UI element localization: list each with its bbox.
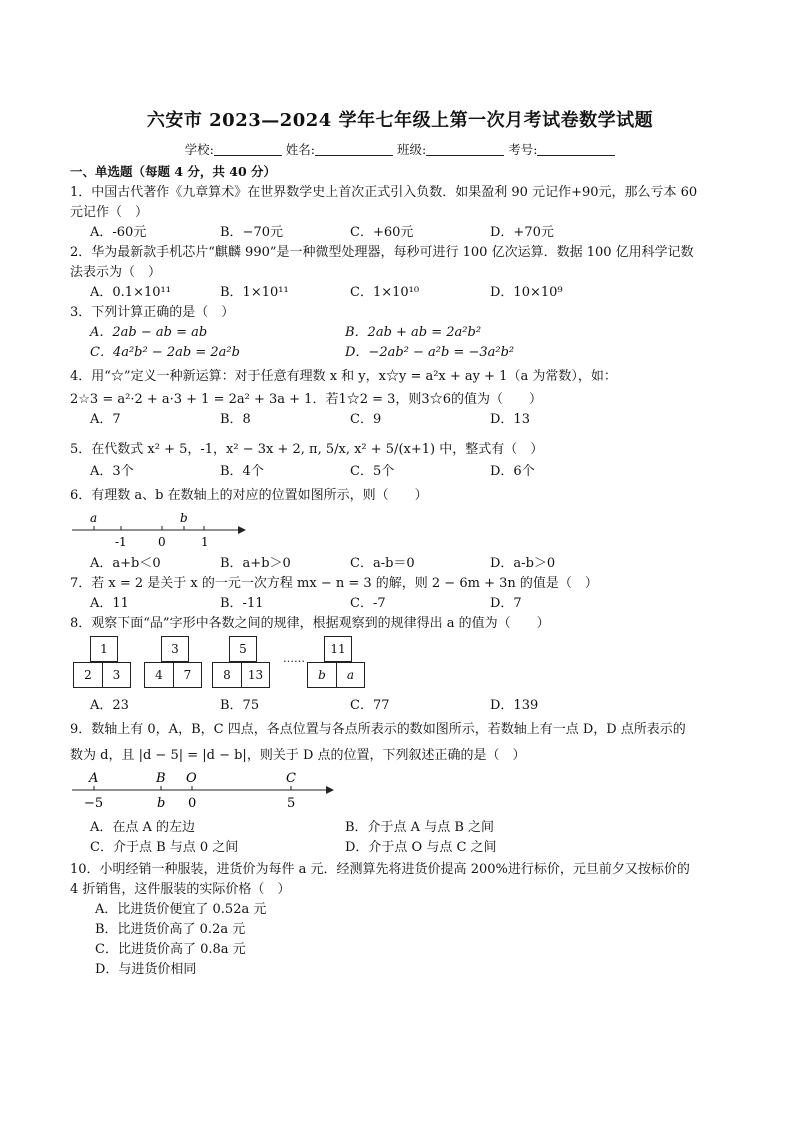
q5-option-a[interactable]: A．3个 — [90, 464, 134, 479]
q6-option-a[interactable]: A．a+b＜0 — [90, 556, 161, 571]
q9-label-a: A — [89, 771, 99, 786]
q4-option-c[interactable]: C．9 — [350, 412, 382, 427]
q5-stem: 5．在代数式 x² + 5，-1，x² − 3x + 2, π, 5/x, x² + 5/(x+1) 中，整式有（ ） — [70, 442, 544, 457]
q7-option-c[interactable]: C．-7 — [350, 596, 386, 611]
q9-label-c: C — [286, 771, 296, 786]
q5-options — [90, 462, 730, 482]
q9-option-a[interactable]: A．在点 A 的左边 — [90, 820, 196, 835]
q4-stem-2: 2☆3 = a²·2 + a·3 + 1 = 2a² + 3a + 1．若1☆2 = 3，则3☆6的值为（ ） — [70, 392, 542, 407]
q9-stem-1: 9．数轴上有 0，A，B，C 四点，各点位置与各点所表示的数如图所示，若数轴上有一点 D，D 点所表示的 — [70, 722, 686, 737]
q6-option-c[interactable]: C．a-b＝0 — [350, 556, 415, 571]
q10-option-b[interactable]: B．比进货价高了 0.2a 元 — [95, 922, 246, 937]
q3-option-b[interactable]: B．2ab + ab = 2a²b² — [345, 325, 482, 340]
q1-option-b[interactable]: B．−70元 — [220, 225, 283, 240]
q8-g2-left: 4 — [144, 662, 174, 688]
q8-g3-top: 5 — [229, 636, 257, 662]
q8-g2-top: 3 — [161, 636, 189, 662]
class-label: 班级: — [396, 142, 427, 157]
q9-value-o: 0 — [188, 796, 197, 811]
name-blank[interactable] — [315, 143, 393, 156]
q5-option-d[interactable]: D．6个 — [490, 464, 535, 479]
q8-g3-right: 13 — [241, 662, 270, 688]
q9-option-d[interactable]: D．介于点 O 与点 C 之间 — [345, 840, 497, 855]
q8-g4-right: a — [336, 662, 365, 688]
q4-options — [90, 410, 730, 430]
page-title: 六安市 2023—2024 学年七年级上第一次月考试卷数学试题 — [146, 110, 654, 131]
q8-option-b[interactable]: B．75 — [220, 698, 260, 713]
q8-options — [90, 696, 730, 716]
q8-g1-left: 2 — [73, 662, 103, 688]
q3-option-c[interactable]: C．4a²b² − 2ab = 2a²b — [90, 345, 240, 360]
q6-tick-1: 1 — [201, 535, 209, 549]
q1-option-c[interactable]: C．+60元 — [350, 225, 414, 240]
q2-option-a[interactable]: A．0.1×10¹¹ — [90, 285, 171, 300]
q2-option-b[interactable]: B．1×10¹¹ — [220, 285, 289, 300]
q8-figure — [70, 634, 730, 696]
q6-stem: 6．有理数 a、b 在数轴上的对应的位置如图所示，则（ ） — [70, 488, 428, 503]
q8-option-c[interactable]: C．77 — [350, 698, 390, 713]
q2-stem-2: 法表示为（ ） — [70, 265, 162, 280]
exam-page — [70, 100, 730, 980]
student-info-line — [70, 140, 730, 158]
q5-option-b[interactable]: B．4个 — [220, 464, 264, 479]
q9-option-c[interactable]: C．介于点 B 与点 0 之间 — [90, 840, 239, 855]
q3-options — [90, 323, 730, 363]
q1-option-a[interactable]: A．-60元 — [90, 225, 147, 240]
name-label: 姓名: — [285, 142, 315, 157]
q3-option-d[interactable]: D．−2ab² − a²b = −3a²b² — [345, 345, 515, 360]
q8-g1-top: 1 — [90, 636, 118, 662]
q7-stem: 7．若 x = 2 是关于 x 的一元一次方程 mx − n = 3 的解，则 2 − 6m + 3n 的值是（ ） — [70, 576, 598, 591]
q2-stem-1: 2．华为最新款手机芯片“麒麟 990”是一种微型处理器，每秒可进行 100 亿次运算．数据 100 亿用科学记数 — [70, 245, 694, 260]
q10-stem-1: 10．小明经销一种服装，进货价为每件 a 元．经测算先将进货价提高 200%进行标价，元旦前夕又按标价的 — [70, 862, 690, 877]
q7-option-d[interactable]: D．7 — [490, 596, 522, 611]
q6-options — [90, 554, 730, 574]
q3-stem: 3．下列计算正确的是（ ） — [70, 305, 235, 320]
q6-number-line — [70, 506, 250, 550]
q9-label-b: B — [156, 771, 166, 786]
q6-option-d[interactable]: D．a-b＞0 — [490, 556, 556, 571]
q4-option-d[interactable]: D．13 — [490, 412, 530, 427]
q8-g4-top: 11 — [324, 636, 352, 662]
q10-option-d[interactable]: D．与进货价相同 — [95, 962, 197, 977]
q9-value-a: −5 — [84, 796, 104, 811]
class-blank[interactable] — [426, 143, 504, 156]
q1-stem-1: 1．中国古代著作《九章算术》在世界数学史上首次正式引入负数．如果盈利 90 元记作+90元，那么亏本 60 — [70, 185, 698, 200]
num-blank[interactable] — [537, 143, 615, 156]
school-label: 学校: — [184, 142, 214, 157]
q9-label-o: O — [186, 771, 197, 786]
q7-option-a[interactable]: A．11 — [90, 596, 129, 611]
q10-option-a[interactable]: A．比进货价便宜了 0.52a 元 — [95, 902, 267, 917]
q7-option-b[interactable]: B．-11 — [220, 596, 264, 611]
q9-option-b[interactable]: B．介于点 A 与点 B 之间 — [345, 820, 495, 835]
q6-tick-minus1: -1 — [115, 535, 127, 549]
school-blank[interactable] — [214, 143, 282, 156]
q10-stem-2: 4 折销售，这件服装的实际价格（ ） — [70, 882, 291, 897]
q8-g1-right: 3 — [102, 662, 131, 688]
q8-option-d[interactable]: D．139 — [490, 698, 539, 713]
q1-options — [90, 223, 730, 243]
q10-option-c[interactable]: C．比进货价高了 0.8a 元 — [95, 942, 246, 957]
q9-value-c: 5 — [287, 796, 296, 811]
q9-value-b: b — [157, 796, 166, 811]
q8-stem: 8．观察下面“品”字形中各数之间的规律，根据观察到的规律得出 a 的值为（ ） — [70, 616, 550, 631]
q9-options — [90, 818, 730, 858]
q6-label-b: b — [180, 511, 188, 525]
q3-option-a[interactable]: A．2ab − ab = ab — [90, 325, 208, 340]
q2-option-d[interactable]: D．10×10⁹ — [490, 285, 563, 300]
q8-option-a[interactable]: A．23 — [90, 698, 129, 713]
q9-stem-2: 数为 d，且 |d − 5| = |d − b|，则关于 D 点的位置，下列叙述正确的是（ ） — [70, 748, 526, 763]
num-label: 考号: — [508, 142, 538, 157]
q7-options — [90, 594, 730, 614]
q5-option-c[interactable]: C．5个 — [350, 464, 395, 479]
q8-g4-left: b — [307, 662, 337, 688]
q6-option-b[interactable]: B．a+b＞0 — [220, 556, 291, 571]
q9-number-line — [70, 766, 340, 822]
q8-g3-left: 8 — [212, 662, 242, 688]
q6-tick-0: 0 — [158, 535, 166, 549]
q8-ellipsis: …… — [283, 652, 305, 665]
q10-options — [95, 900, 730, 980]
q1-option-d[interactable]: D．+70元 — [490, 225, 554, 240]
q8-g2-right: 7 — [173, 662, 202, 688]
section-heading: 一、单选题（每题 4 分，共 40 分） — [70, 164, 277, 179]
q2-options — [90, 283, 730, 303]
q2-option-c[interactable]: C．1×10¹⁰ — [350, 285, 420, 300]
q4-stem-1: 4．用“☆”定义一种新运算：对于任意有理数 x 和 y，x☆y = a²x + ay + 1（a 为常数），如： — [70, 369, 617, 384]
q4-option-a[interactable]: A．7 — [90, 412, 121, 427]
q1-stem-2: 元记作（ ） — [70, 205, 149, 220]
q6-label-a: a — [90, 511, 98, 525]
q4-option-b[interactable]: B．8 — [220, 412, 251, 427]
